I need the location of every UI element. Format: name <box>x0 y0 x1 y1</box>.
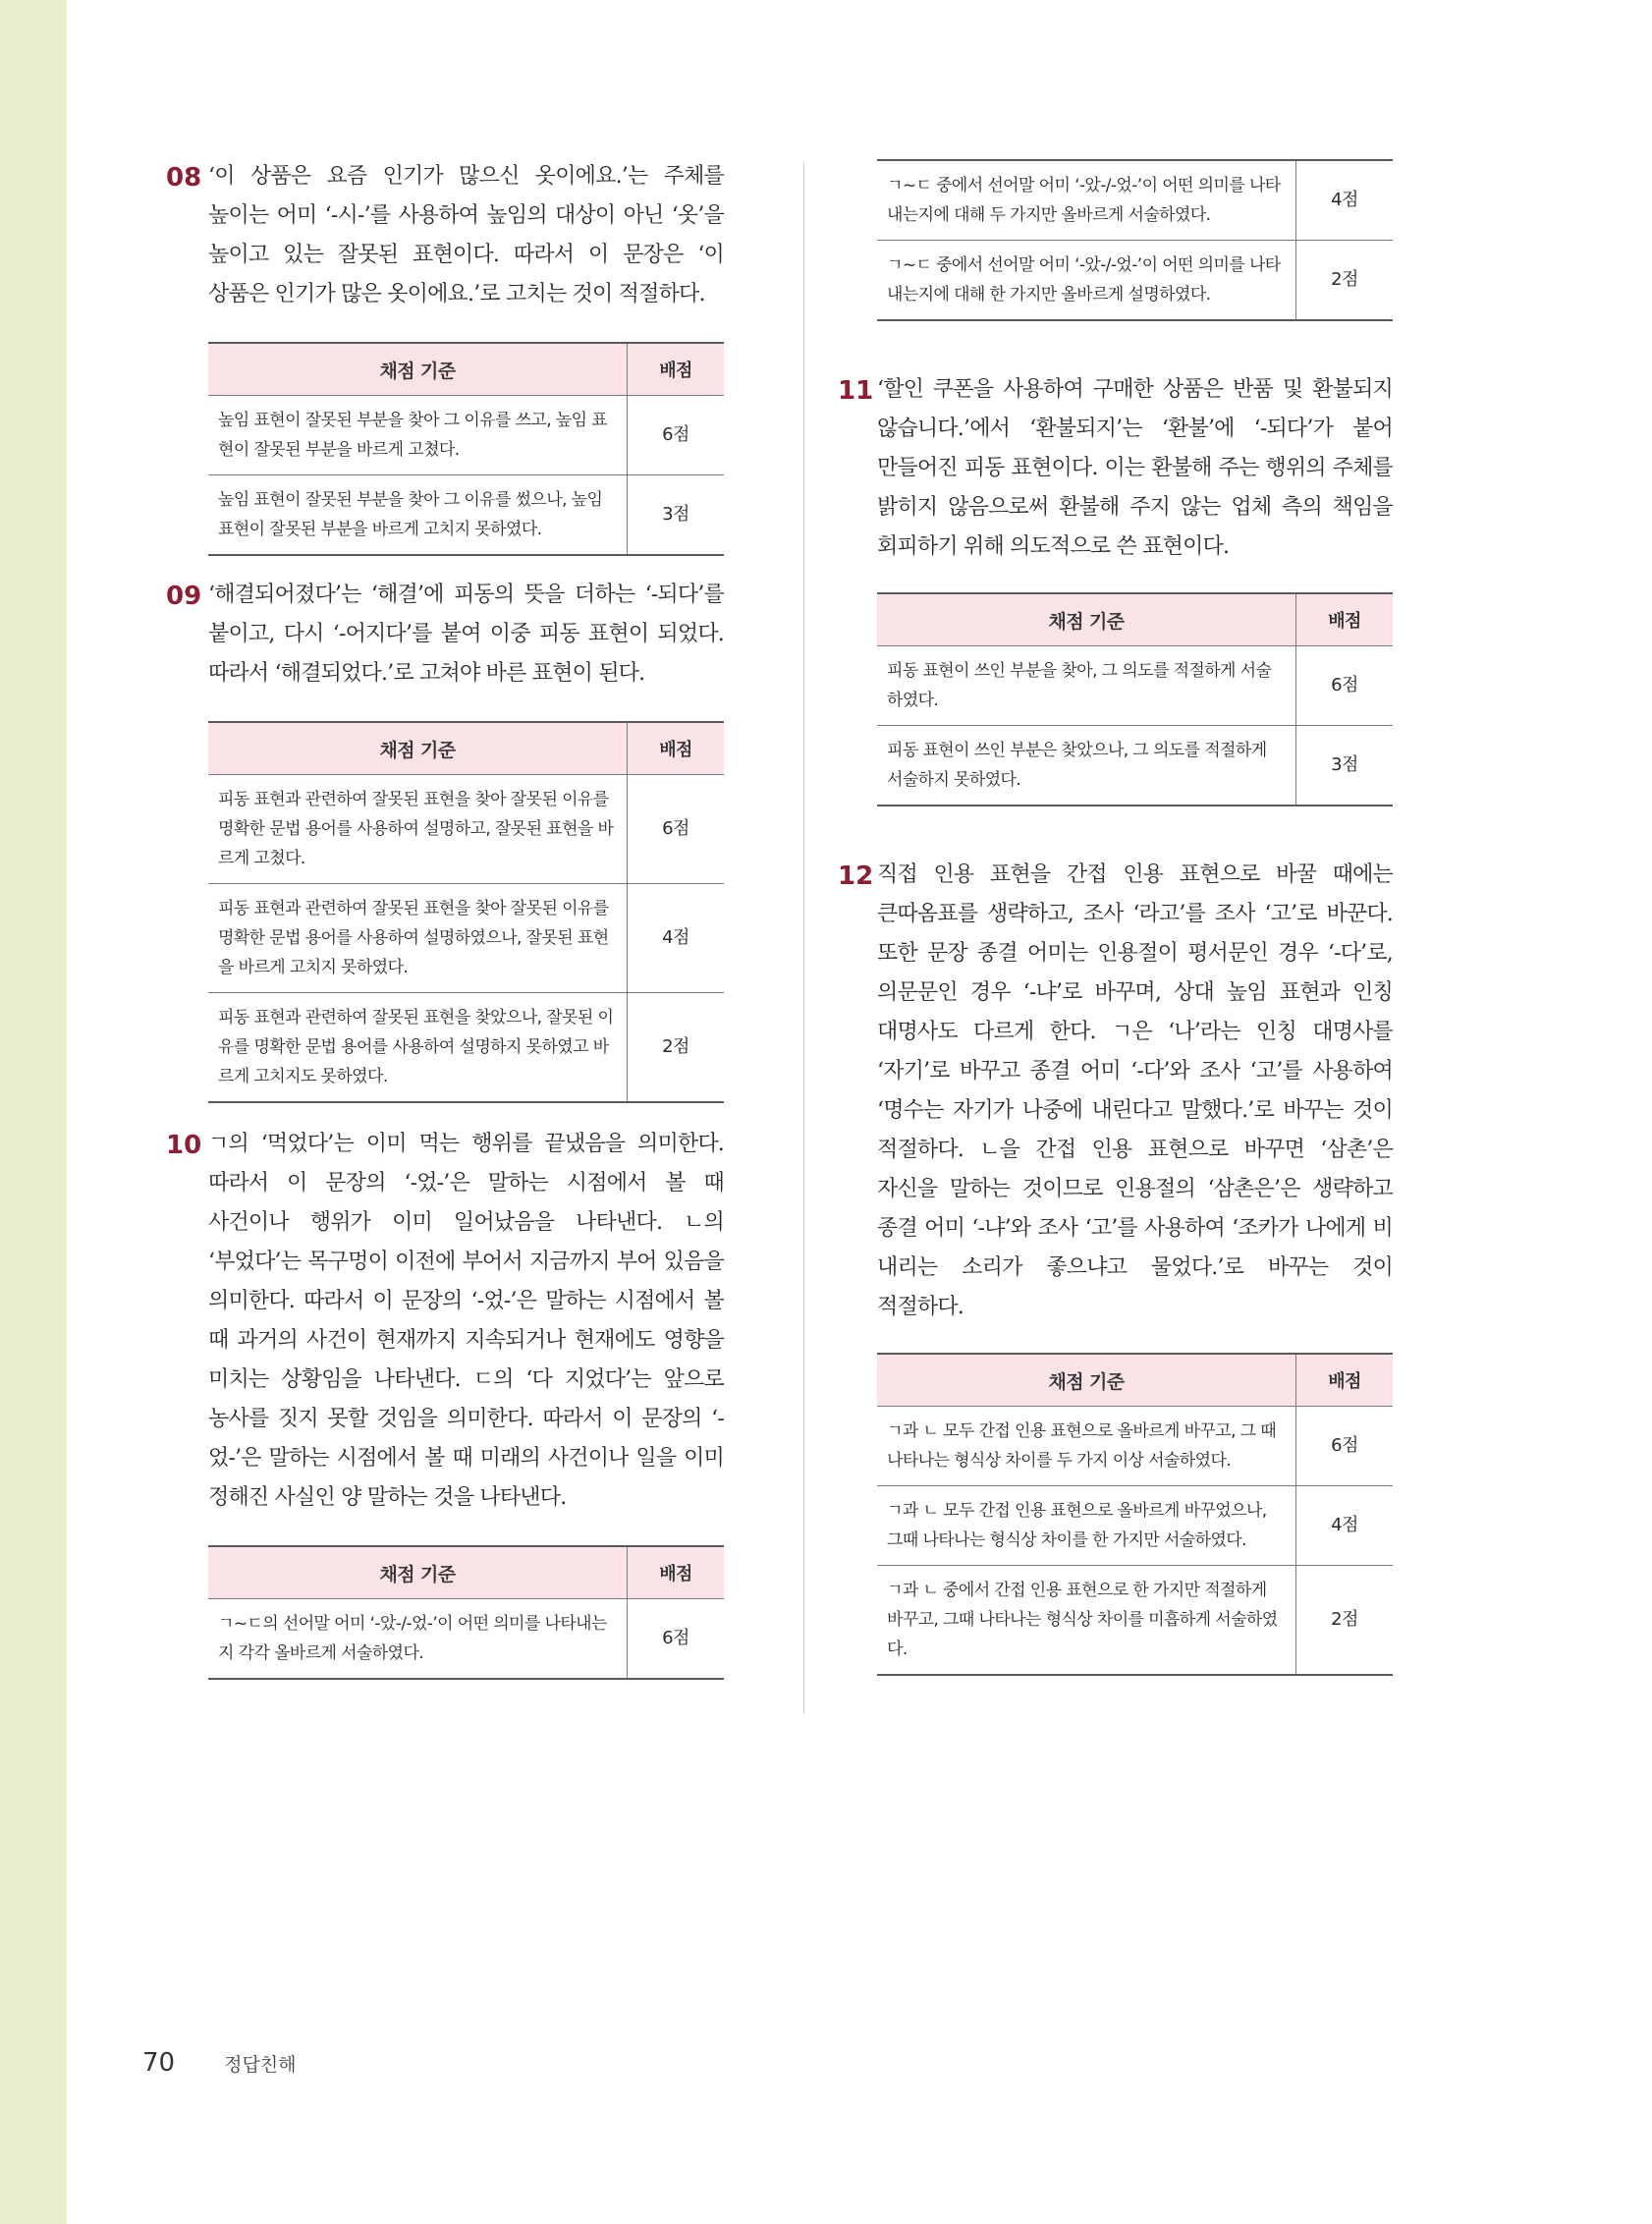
question-number: 12 <box>838 862 874 891</box>
table-row <box>877 1486 1393 1566</box>
header-points: 배점 <box>628 1546 725 1599</box>
left-column <box>166 157 724 1680</box>
criteria-cell: ㄱ~ㄷ의 선어말 어미 ‘-았-/-었-’이 어떤 의미를 나타내는지 각각 올바르게 서술하였다. <box>208 1599 628 1680</box>
points-cell: 6점 <box>1296 1407 1394 1486</box>
question-number: 10 <box>166 1131 202 1160</box>
header-points: 배점 <box>1296 1354 1394 1407</box>
header-criteria: 채점 기준 <box>208 343 628 396</box>
criteria-cell: 피동 표현과 관련하여 잘못된 표현을 찾았으나, 잘못된 이유를 명확한 문법 용어를 사용하여 설명하지 못하였고 바르게 고치지도 못하였다. <box>208 993 628 1103</box>
question-09 <box>166 576 724 694</box>
criteria-cell: ㄱ과 ㄴ 모두 간접 인용 표현으로 올바르게 바꾸고, 그 때 나타나는 형식상 차이를 두 가지 이상 서술하였다. <box>877 1407 1296 1486</box>
criteria-cell: 피동 표현과 관련하여 잘못된 표현을 찾아 잘못된 이유를 명확한 문법 용어를 사용하여 설명하고, 잘못된 표현을 바르게 고쳤다. <box>208 775 628 884</box>
criteria-cell: ㄱ~ㄷ 중에서 선어말 어미 ‘-았-/-었-’이 어떤 의미를 나타내는지에 대해 한 가지만 올바르게 설명하였다. <box>877 241 1296 321</box>
table-row <box>877 646 1393 726</box>
criteria-cell: 피동 표현이 쓰인 부분을 찾아, 그 의도를 적절하게 서술하였다. <box>877 646 1296 726</box>
header-criteria: 채점 기준 <box>208 722 628 775</box>
criteria-cell: 높임 표현이 잘못된 부분을 찾아 그 이유를 쓰고, 높임 표현이 잘못된 부분을 바르게 고쳤다. <box>208 396 628 475</box>
table-row <box>208 1599 724 1680</box>
scoring-table-11 <box>877 592 1393 806</box>
table-row <box>877 160 1393 241</box>
table-row <box>877 726 1393 806</box>
question-10 <box>166 1125 724 1518</box>
table-row <box>877 1407 1393 1486</box>
criteria-cell: ㄱ~ㄷ 중에서 선어말 어미 ‘-았-/-었-’이 어떤 의미를 나타내는지에 대해 두 가지만 올바르게 서술하였다. <box>877 160 1296 241</box>
table-row <box>877 241 1393 321</box>
table-row <box>208 475 724 556</box>
header-criteria: 채점 기준 <box>208 1546 628 1599</box>
question-text: ‘이 상품은 요즘 인기가 많으신 옷이에요.’는 주체를 높이는 어미 ‘-시-’를 사용하여 높임의 대상이 아닌 ‘옷’을 높이고 있는 잘못된 표현이다. 따라서 이 문장은 ‘이 상품은 인기가 많은 옷이에요.’로 고치는 것이 적절하다. <box>208 164 724 306</box>
points-cell: 3점 <box>628 475 725 556</box>
points-cell: 2점 <box>1296 241 1394 321</box>
points-cell: 6점 <box>628 396 725 475</box>
header-points: 배점 <box>628 722 725 775</box>
points-cell: 6점 <box>628 775 725 884</box>
column-divider <box>803 162 804 1714</box>
points-cell: 6점 <box>628 1599 725 1680</box>
question-12 <box>838 856 1393 1327</box>
header-points: 배점 <box>1296 593 1394 646</box>
footer-label: 정답친해 <box>224 2053 297 2076</box>
right-column <box>838 157 1393 1676</box>
points-cell: 2점 <box>628 993 725 1103</box>
question-text: ㄱ의 ‘먹었다’는 이미 먹는 행위를 끝냈음을 의미한다. 따라서 이 문장의 ‘-었-’은 말하는 시점에서 볼 때 사건이나 행위가 이미 일어났음을 나타낸다. ㄴ의 ‘부었다’는 목구멍이 이전에 부어서 지금까지 부어 있음을 의미한다. 따라서 이 문장의 ‘-었-’은 말하는 시점에서 볼 때 과거의 사건이 현재까지 지속되거나 현재에도 영향을 미치는 상황임을 나타낸다. ㄷ의 ‘다 지었다’는 앞으로 농사를 짓지 못할 것임을 의미한다. 따라서 이 문장의 ‘-었-’은 말하는 시점에서 볼 때 미래의 사건이나 일을 이미 정해진 사실인 양 말하는 것을 나타낸다. <box>208 1132 724 1510</box>
header-criteria: 채점 기준 <box>877 593 1296 646</box>
question-text: 직접 인용 표현을 간접 인용 표현으로 바꿀 때에는 큰따옴표를 생략하고, 조사 ‘라고’를 조사 ‘고’로 바꾼다. 또한 문장 종결 어미는 인용절이 평서문인 경우 ‘-다’로, 의문문인 경우 ‘-냐’로 바꾸며, 상대 높임 표현과 인칭 대명사도 다르게 한다. ㄱ은 ‘나’라는 인칭 대명사를 ‘자기’로 바꾸고 종결 어미 ‘-다’와 조사 ‘고’를 사용하여 ‘명수는 자기가 나중에 내린다고 말했다.’로 바꾸는 것이 적절하다. ㄴ을 간접 인용 표현으로 바꾸면 ‘삼촌’은 자신을 말하는 것이므로 인용절의 ‘삼촌은’은 생략하고 종결 어미 ‘-냐’와 조사 ‘고’를 사용하여 ‘조카가 나에게 비 내리는 소리가 좋으냐고 물었다.’로 바꾸는 것이 적절하다. <box>877 862 1393 1319</box>
criteria-cell: ㄱ과 ㄴ 모두 간접 인용 표현으로 올바르게 바꾸었으나, 그때 나타나는 형식상 차이를 한 가지만 서술하였다. <box>877 1486 1296 1566</box>
question-number: 09 <box>166 582 202 611</box>
points-cell: 4점 <box>1296 160 1394 241</box>
criteria-cell: 높임 표현이 잘못된 부분을 찾아 그 이유를 썼으나, 높임 표현이 잘못된 부분을 바르게 고치지 못하였다. <box>208 475 628 556</box>
header-criteria: 채점 기준 <box>877 1354 1296 1407</box>
table-row <box>208 993 724 1103</box>
question-text: ‘해결되어졌다’는 ‘해결’에 피동의 뜻을 더하는 ‘-되다’를 붙이고, 다시 ‘-어지다’를 붙여 이중 피동 표현이 되었다. 따라서 ‘해결되었다.’로 고쳐야 바른 표현이 된다. <box>208 583 724 686</box>
scoring-table-08 <box>208 342 724 556</box>
criteria-cell: 피동 표현과 관련하여 잘못된 표현을 찾아 잘못된 이유를 명확한 문법 용어를 사용하여 설명하였으나, 잘못된 표현을 바르게 고치지 못하였다. <box>208 884 628 993</box>
criteria-cell: ㄱ과 ㄴ 중에서 간접 인용 표현으로 한 가지만 적절하게 바꾸고, 그때 나타나는 형식상 차이를 미흡하게 서술하였다. <box>877 1566 1296 1676</box>
table-row <box>208 775 724 884</box>
points-cell: 4점 <box>628 884 725 993</box>
scoring-table-12 <box>877 1353 1393 1676</box>
question-text: ‘할인 쿠폰을 사용하여 구매한 상품은 반품 및 환불되지 않습니다.’에서 ‘환불되지’는 ‘환불’에 ‘-되다’가 붙어 만들어진 피동 표현이다. 이는 환불해 주는 행위의 주체를 밝히지 않음으로써 환불해 주지 않는 업체 측의 책임을 회피하기 위해 의도적으로 쓴 표현이다. <box>877 377 1393 559</box>
table-row <box>208 396 724 475</box>
scoring-table-10-continued <box>877 159 1393 321</box>
table-row <box>208 884 724 993</box>
page-footer <box>142 2043 297 2083</box>
criteria-cell: 피동 표현이 쓰인 부분은 찾았으나, 그 의도를 적절하게 서술하지 못하였다. <box>877 726 1296 806</box>
table-row <box>877 1566 1393 1676</box>
question-number: 11 <box>838 376 874 406</box>
points-cell: 2점 <box>1296 1566 1394 1676</box>
scoring-table-09 <box>208 721 724 1103</box>
points-cell: 3점 <box>1296 726 1394 806</box>
points-cell: 6점 <box>1296 646 1394 726</box>
page-number: 70 <box>142 2048 176 2078</box>
scoring-table-10 <box>208 1545 724 1680</box>
side-strip <box>0 0 67 2224</box>
question-11 <box>838 370 1393 567</box>
question-08 <box>166 157 724 314</box>
question-number: 08 <box>166 163 202 193</box>
points-cell: 4점 <box>1296 1486 1394 1566</box>
header-points: 배점 <box>628 343 725 396</box>
